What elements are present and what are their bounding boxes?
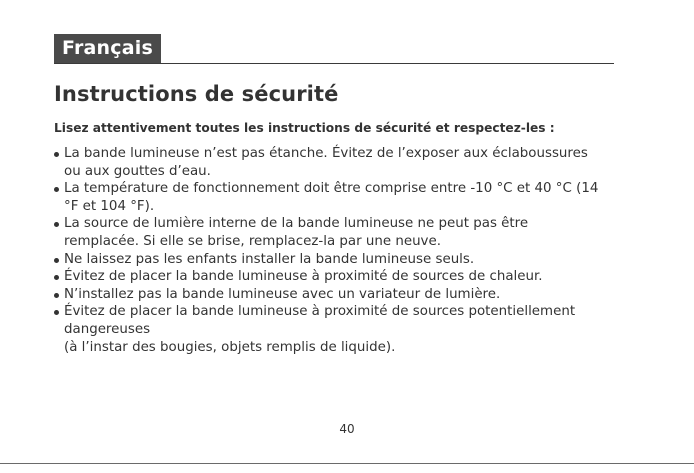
- list-item: La bande lumineuse n’est pas étanche. Évitez de l’exposer aux éclaboussures ou aux gouttes d’eau.: [54, 145, 654, 180]
- intro-text: Lisez attentivement toutes les instructions de sécurité et respectez-les :: [54, 121, 555, 135]
- list-item: La source de lumière interne de la bande lumineuse ne peut pas être remplacée. Si elle se brise, remplacez-la par une neuve.: [54, 215, 654, 250]
- list-item: Évitez de placer la bande lumineuse à proximité de sources potentiellement dangereuses (à l’instar des bougies, objets remplis de liquide).: [54, 303, 654, 356]
- language-tab: Français: [54, 34, 161, 63]
- language-header-bar: [54, 34, 614, 64]
- list-item: N’installez pas la bande lumineuse avec un variateur de lumière.: [54, 286, 654, 304]
- page-number: 40: [339, 422, 355, 436]
- page-title: Instructions de sécurité: [54, 82, 339, 106]
- list-item: Ne laissez pas les enfants installer la bande lumineuse seuls.: [54, 251, 654, 269]
- list-item: La température de fonctionnement doit être comprise entre -10 °C et 40 °C (14 °F et 104 °F).: [54, 180, 654, 215]
- safety-instructions-list: [54, 145, 654, 356]
- list-item: Évitez de placer la bande lumineuse à proximité de sources de chaleur.: [54, 268, 654, 286]
- bottom-divider: [0, 463, 694, 464]
